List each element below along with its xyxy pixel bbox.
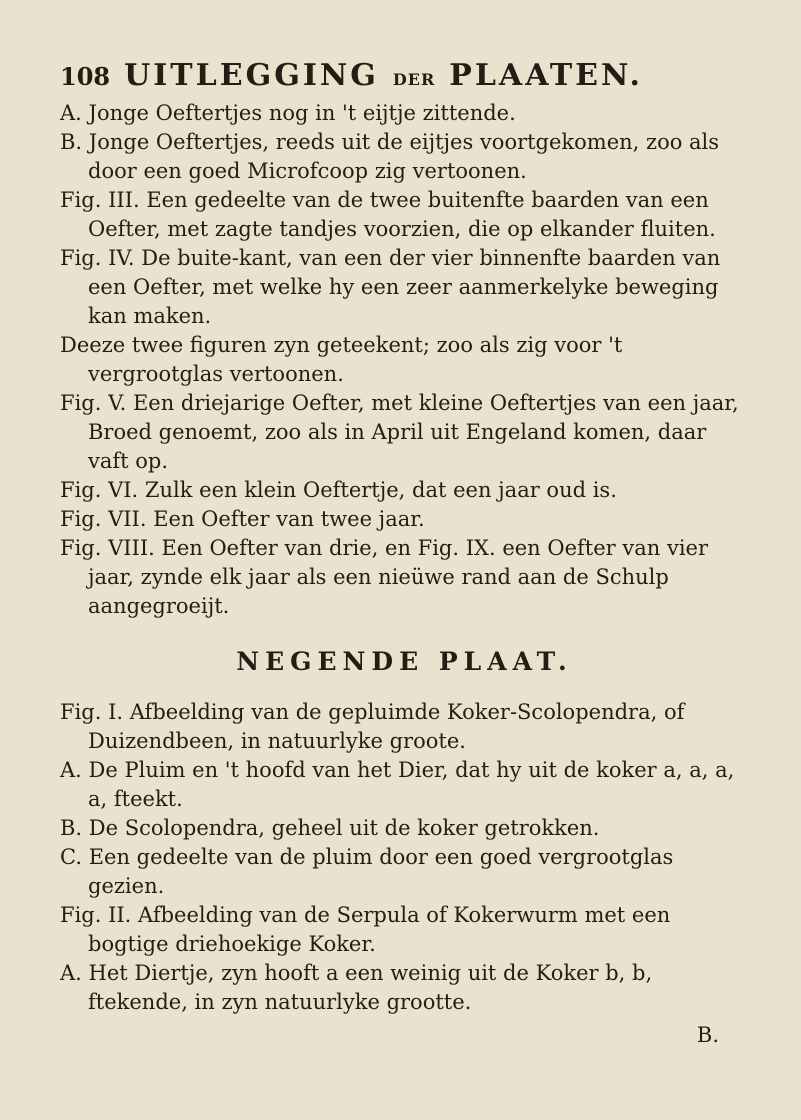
- entry: [60, 901, 749, 959]
- entry-text: De Scolopendra, geheel uit de koker getrokken.: [88, 816, 600, 840]
- entry-lead: Fig. II.: [60, 903, 132, 927]
- entry-lead: B.: [60, 816, 83, 840]
- page-header: [60, 58, 749, 93]
- entry-text: Jonge Oeftertjes nog in 't eijtje zittende.: [88, 101, 516, 125]
- entry-text: Deeze twee figuren zyn geteekent; zoo als zig voor 't vergrootglas vertoonen.: [60, 333, 623, 386]
- entry-lead: Fig. VII.: [60, 507, 147, 531]
- entry: [60, 186, 749, 244]
- entry-text: De Pluim en 't hoofd van het Dier, dat hy uit de koker a, a, a, a, fteekt.: [88, 758, 735, 811]
- entry: [60, 505, 749, 534]
- entry-text: Een Oefter van drie, en Fig. IX. een Oefter van vier jaar, zynde elk jaar als een nieüwe rand aan de Schulp aangegroeijt.: [88, 536, 709, 618]
- entry-text: Een gedeelte van de pluim door een goed vergrootglas gezien.: [88, 845, 674, 898]
- entry-lead: Fig. VI.: [60, 478, 139, 502]
- entry: [60, 99, 749, 128]
- entry: [60, 476, 749, 505]
- page-number: 108: [60, 62, 111, 91]
- entry-text: Een gedeelte van de twee buitenfte baarden van een Oefter, met zagte tandjes voorzien, die op elkander fluiten.: [88, 188, 716, 241]
- entry: [60, 331, 749, 389]
- entry: [60, 843, 749, 901]
- entry-lead: B.: [60, 130, 83, 154]
- section-1: [60, 99, 749, 621]
- entry-lead: C.: [60, 845, 82, 869]
- entry: [60, 534, 749, 621]
- entry-lead: A.: [60, 101, 82, 125]
- section-title: NEGENDE PLAAT.: [236, 647, 573, 676]
- entry-text: Zulk een klein Oeftertje, dat een jaar oud is.: [144, 478, 617, 502]
- header-title-part2: PLAATEN.: [449, 58, 643, 93]
- entry: [60, 814, 749, 843]
- entry: [60, 959, 749, 1017]
- entry-text: De buite-kant, van een der vier binnenfte baarden van een Oefter, met welke hy een zeer aanmerkelyke beweging kan maken.: [88, 246, 721, 328]
- entry-lead: A.: [60, 758, 82, 782]
- catchword: B.: [696, 1023, 719, 1047]
- entry-lead: A.: [60, 961, 82, 985]
- entry-text: Het Diertje, zyn hooft a een weinig uit de Koker b, b, ftekende, in zyn natuurlyke grootte.: [88, 961, 653, 1014]
- entry-lead: Fig. I.: [60, 700, 124, 724]
- entry-text: Jonge Oeftertjes, reeds uit de eijtjes voortgekomen, zoo als door een goed Microfcoop zig vertoonen.: [88, 130, 720, 183]
- entry-text: Afbeelding van de gepluimde Koker-Scolopendra, of Duizendbeen, in natuurlyke groote.: [88, 700, 685, 753]
- header-title-small: DER: [392, 70, 436, 89]
- section-2: [60, 698, 749, 1017]
- entry-lead: Fig. V.: [60, 391, 127, 415]
- entry: [60, 389, 749, 476]
- entry-text: Afbeelding van de Serpula of Kokerwurm met een bogtige driehoekige Koker.: [88, 903, 671, 956]
- entry-text: Een driejarige Oefter, met kleine Oeftertjes van een jaar, Broed genoemt, zoo als in April uit Engeland komen, daar vaft op.: [88, 391, 739, 473]
- entry: [60, 698, 749, 756]
- entry-lead: Fig. III.: [60, 188, 140, 212]
- entry-lead: Fig. VIII.: [60, 536, 155, 560]
- header-title-part1: UITLEGGING: [124, 58, 379, 93]
- entry-text: Een Oefter van twee jaar.: [153, 507, 425, 531]
- entry: [60, 244, 749, 331]
- entry-lead: Fig. IV.: [60, 246, 135, 270]
- entry: [60, 756, 749, 814]
- entry: [60, 128, 749, 186]
